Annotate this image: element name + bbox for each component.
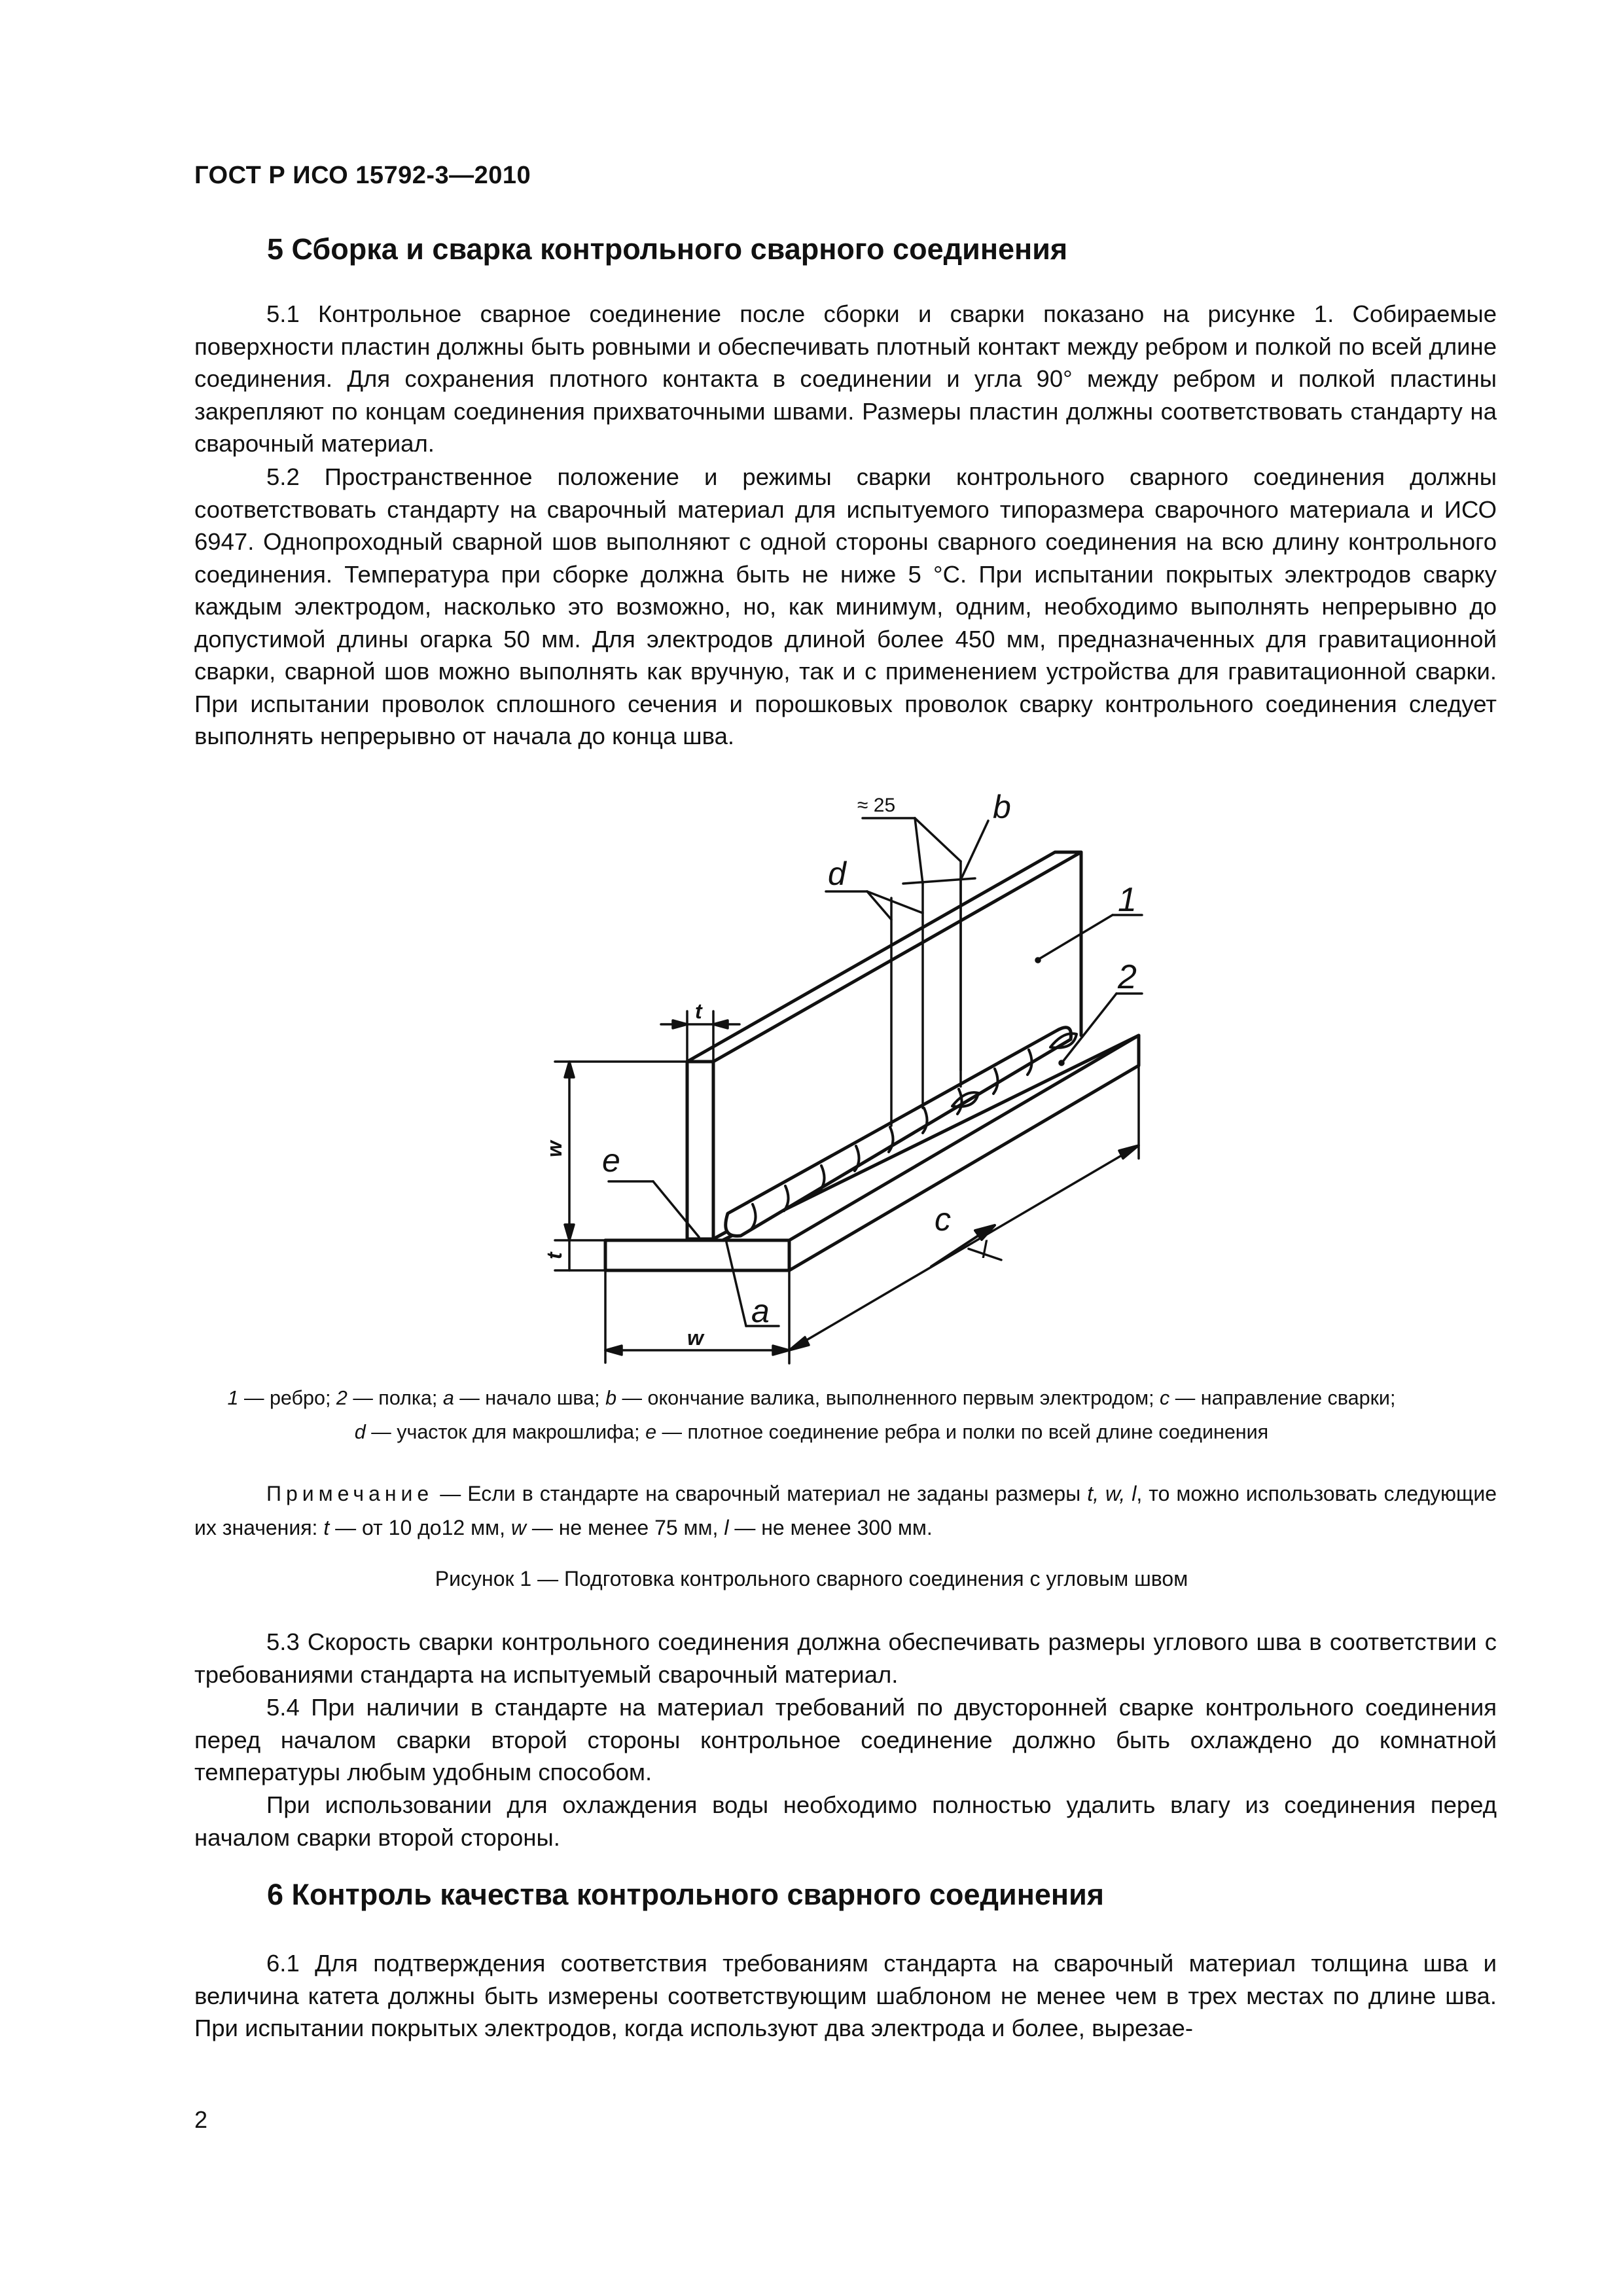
paragraph-5-4-continued: При использовании для охлаждения воды необходимо полностью удалить влагу из соединения перед началом сварки второй стороны. <box>194 1791 1497 1851</box>
label-d: d <box>828 855 846 892</box>
legend-text-c: — направление сварки; <box>1169 1387 1396 1409</box>
label-b: b <box>993 789 1011 825</box>
document-header: ГОСТ Р ИСО 15792-3—2010 <box>194 162 531 189</box>
label-c: c <box>935 1201 951 1238</box>
label-w-horizontal: w <box>687 1326 704 1350</box>
legend-text-a: — начало шва; <box>454 1387 606 1409</box>
note-text-3: — от 10 до12 мм, <box>329 1516 511 1539</box>
leader-e <box>609 1181 699 1237</box>
label-a: a <box>751 1293 770 1329</box>
legend-text-b: — окончание валика, выполненного первым электродом; <box>616 1387 1160 1409</box>
paragraph-6-1: 6.1 Для подтверждения соответствия требованиям стандарта на сварочный материал толщина шва и величина катета должны быть измерены соответствующим шаблоном не менее чем в трех местах по длине шва. При испытании покрытых электродов, когда используют два электрода и более, вырезае- <box>194 1950 1497 2041</box>
legend-text-e: — плотное соединение ребра и полки по всей длине соединения <box>656 1421 1269 1443</box>
label-1: 1 <box>1118 881 1137 919</box>
figure-legend <box>170 1381 1453 1449</box>
label-approx-25: ≈ 25 <box>857 795 896 816</box>
dimension-25 <box>863 818 975 884</box>
legend-text-d: — участок для макрошлифа; <box>365 1421 646 1443</box>
note-heading: Примечание <box>266 1482 434 1505</box>
figure-title: Рисунок 1 — Подготовка контрольного сварного соединения с угловым швом <box>435 1567 1188 1590</box>
label-2: 2 <box>1118 958 1137 996</box>
label-w-vertical: w <box>543 1141 566 1157</box>
note-var-w: w <box>510 1516 526 1539</box>
dimension-l <box>789 1066 1139 1363</box>
note-text-4: — не менее 75 мм, <box>526 1516 724 1539</box>
legend-text-1: — ребро; <box>238 1387 336 1409</box>
note-var-l: l <box>724 1516 729 1539</box>
legend-key-b: b <box>605 1387 617 1409</box>
label-l: l <box>982 1236 988 1264</box>
leader-1 <box>1036 915 1142 962</box>
paragraph-5-3: 5.3 Скорость сварки контрольного соединения должна обеспечивать размеры углового шва в соответствии с требованиями стандарта на испытуемый сварочный материал. <box>194 1628 1497 1688</box>
legend-key-c: c <box>1160 1387 1170 1409</box>
label-e: e <box>602 1142 620 1179</box>
section-5-title: 5 Сборка и сварка контрольного сварного соединения <box>267 232 1068 266</box>
page-number: 2 <box>194 2106 208 2133</box>
legend-key-e: e <box>645 1421 657 1443</box>
note-text-2: , то можно использовать следующие их значения: <box>194 1482 1497 1539</box>
leader-b <box>961 821 988 1070</box>
label-t-vertical: t <box>543 1252 566 1259</box>
legend-key-a: a <box>442 1387 454 1409</box>
legend-num-1: 1 <box>227 1387 239 1409</box>
legend-num-2: 2 <box>336 1387 348 1409</box>
note-var-t: t <box>323 1516 330 1539</box>
label-t-top: t <box>695 999 702 1023</box>
leader-d <box>826 891 923 920</box>
note-text-1: — Если в стандарте на сварочный материал не заданы размеры <box>433 1482 1088 1505</box>
section-6-title: 6 Контроль качества контрольного сварного соединения <box>267 1878 1105 1911</box>
macro-section-lines <box>891 861 961 1126</box>
paragraph-5-4: 5.4 При наличии в стандарте на материал требований по двусторонней сварке контрольного соединения перед началом сварки второй стороны контрольное соединение должно быть охлаждено до комнатной температуры любым удобным способом. <box>194 1694 1497 1785</box>
figure-note <box>194 1477 1497 1545</box>
legend-text-2: — полка; <box>347 1387 443 1409</box>
paragraph-5-2: 5.2 Пространственное положение и режимы сварки контрольного сварного соединения должны соответствовать стандарту на сварочный материал для испытуемого типоразмера сварочного материала и ИСО 6947. Однопроходный сварной шов выполняют с одной стороны сварного соединения на всю длину контрольного соединения. Температура при сборке должна быть не ниже 5 °C. При испытании покрытых электродов сварку каждым электродом, насколько это возможно, но, как минимум, одним, необходимо выполнять непрерывно до допустимой длины огарка 50 мм. Для электродов длиной более 450 мм, предназначенных для гравитационной сварки, сварной шов можно выполнять как вручную, так и с применением устройства для гравитационной сварки. При испытании проволок сплошного сечения и порошковых проволок сварку контрольного соединения следует выполнять непрерывно от начала до конца шва. <box>194 463 1497 749</box>
note-vars: t, w, l <box>1087 1482 1137 1505</box>
note-text-5: — не менее 300 мм. <box>728 1516 933 1539</box>
legend-key-d: d <box>354 1421 366 1443</box>
paragraph-5-1: 5.1 Контрольное сварное соединение после сборки и сварки показано на рисунке 1. Собираемые поверхности пластин должны быть ровными и обеспечивать плотный контакт между ребром и полкой по всей длине соединения. Для сохранения плотного контакта в соединении и угла 90° между ребром и полкой пластины закрепляют по концам соединения прихваточными швами. Размеры пластин должны соответствовать стандарту на сварочный материал. <box>194 300 1497 457</box>
